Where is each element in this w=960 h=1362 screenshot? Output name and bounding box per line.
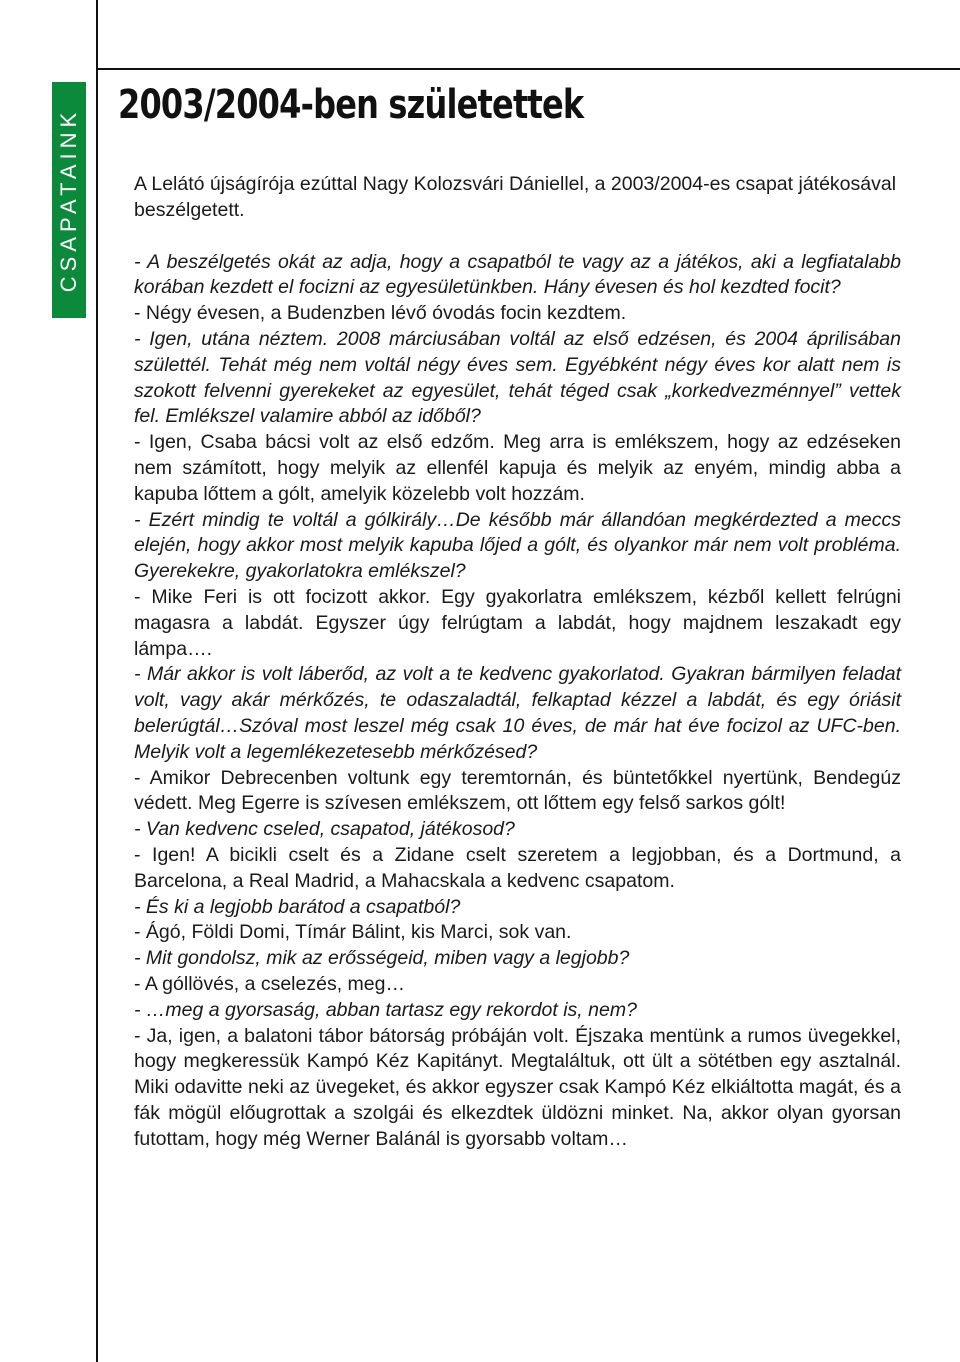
intro-paragraph: A Lelátó újságírója ezúttal Nagy Kolozsvári Dániellel, a 2003/2004-es csapat játékosával beszélgetett. bbox=[134, 173, 897, 221]
question-1: - A beszélgetés okát az adja, hogy a csapatból te vagy az a játékos, aki a legfiatalabb korában kezdett el focizni az egyesületünkben. Hány évesen és hol kezdted focit? bbox=[134, 250, 901, 299]
question-6: - És ki a legjobb barátod a csapatból? bbox=[134, 895, 461, 918]
answer-5: - Igen! A bicikli cselt és a Zidane cselt szeretem a legjobban, és a Dortmund, a Barcelona, a Real Madrid, a Mahacskala a kedvenc csapatom. bbox=[134, 843, 901, 892]
question-2: - Igen, utána néztem. 2008 márciusában voltál az első edzésen, és 2004 áprilisában születtél. Tehát még nem voltál négy éves sem. Egyébként négy éves kor alatt nem is szokott felvenni gyerekeket az egyesület, tehát téged csak „korkedvezménnyel” vettek fel. Emlékszel valamire abból az időből? bbox=[134, 327, 901, 428]
answer-4: - Amikor Debrecenben voltunk egy teremtornán, és büntetőkkel nyertünk, Bendegúz védett. Meg Egerre is szívesen emlékszem, ott lőttem egy felső sarkos gólt! bbox=[134, 766, 901, 815]
section-tab bbox=[52, 82, 86, 318]
answer-8: - Ja, igen, a balatoni tábor bátorság próbáján volt. Éjszaka mentünk a rumos üvegekkel, hogy megkeressük Kampó Kéz Kapitányt. Megtaláltuk, ott ült a sötétben egy asztalnál. Miki odavitte neki az üvegeket, és akkor egyszer csak Kampó Kéz elkiáltotta magát, és a fák mögül előugrottak a szolgái és elkezdtek üldözni minket. Na, akkor olyan gyorsan futottam, hogy még Werner Balánál is gyorsabb voltam… bbox=[134, 1024, 901, 1150]
question-7: - Mit gondolsz, mik az erősségeid, miben vagy a legjobb? bbox=[134, 947, 630, 970]
article-body bbox=[134, 172, 901, 1152]
question-4: - Már akkor is volt láberőd, az volt a te kedvenc gyakorlatod. Gyakran bármilyen feladat volt, vagy akár mérkőzés, te odaszaladtál, felkaptad kézzel a labdát, és egy óriásit belerúgtál…Szóval most leszel még csak 10 éves, de már hat éve focizol az UFC-ben. Melyik volt a legemlékezetesebb mérkőzésed? bbox=[134, 663, 901, 763]
answer-6: - Ágó, Földi Domi, Tímár Bálint, kis Marci, sok van. bbox=[134, 921, 572, 944]
answer-1: - Négy évesen, a Budenzben lévő óvodás focin kezdtem. bbox=[134, 302, 627, 325]
vertical-rule bbox=[96, 0, 98, 1362]
question-5: - Van kedvenc cseled, csapatod, játékosod? bbox=[134, 818, 515, 841]
question-3: - Ezért mindig te voltál a gólkirály…De később már állandóan megkérdezted a meccs elején, hogy akkor most melyik kapuba lőjed a gólt, és olyankor már nem volt probléma. Gyerekekre, gyakorlatokra emlékszel? bbox=[134, 508, 901, 583]
answer-7: - A góllövés, a cselezés, meg… bbox=[134, 972, 405, 995]
question-8: - …meg a gyorsaság, abban tartasz egy rekordot is, nem? bbox=[134, 998, 637, 1021]
section-tab-label: CSAPATAINK bbox=[56, 107, 81, 293]
header-rule bbox=[96, 68, 960, 70]
article-title: 2003/2004-ben születettek bbox=[118, 82, 584, 128]
answer-3: - Mike Feri is ott focizott akkor. Egy gyakorlatra emlékszem, kézből kellett felrúgni magasra a labdát. Egyszer úgy felrúgtam a labdát, hogy majdnem leszakadt egy lámpa…. bbox=[134, 585, 901, 660]
answer-2: - Igen, Csaba bácsi volt az első edzőm. Meg arra is emlékszem, hogy az edzéseken nem számított, hogy melyik az ellenfél kapuja és melyik az enyém, mindig abba a kapuba lőttem a gólt, amelyik közelebb volt hozzám. bbox=[134, 431, 901, 505]
